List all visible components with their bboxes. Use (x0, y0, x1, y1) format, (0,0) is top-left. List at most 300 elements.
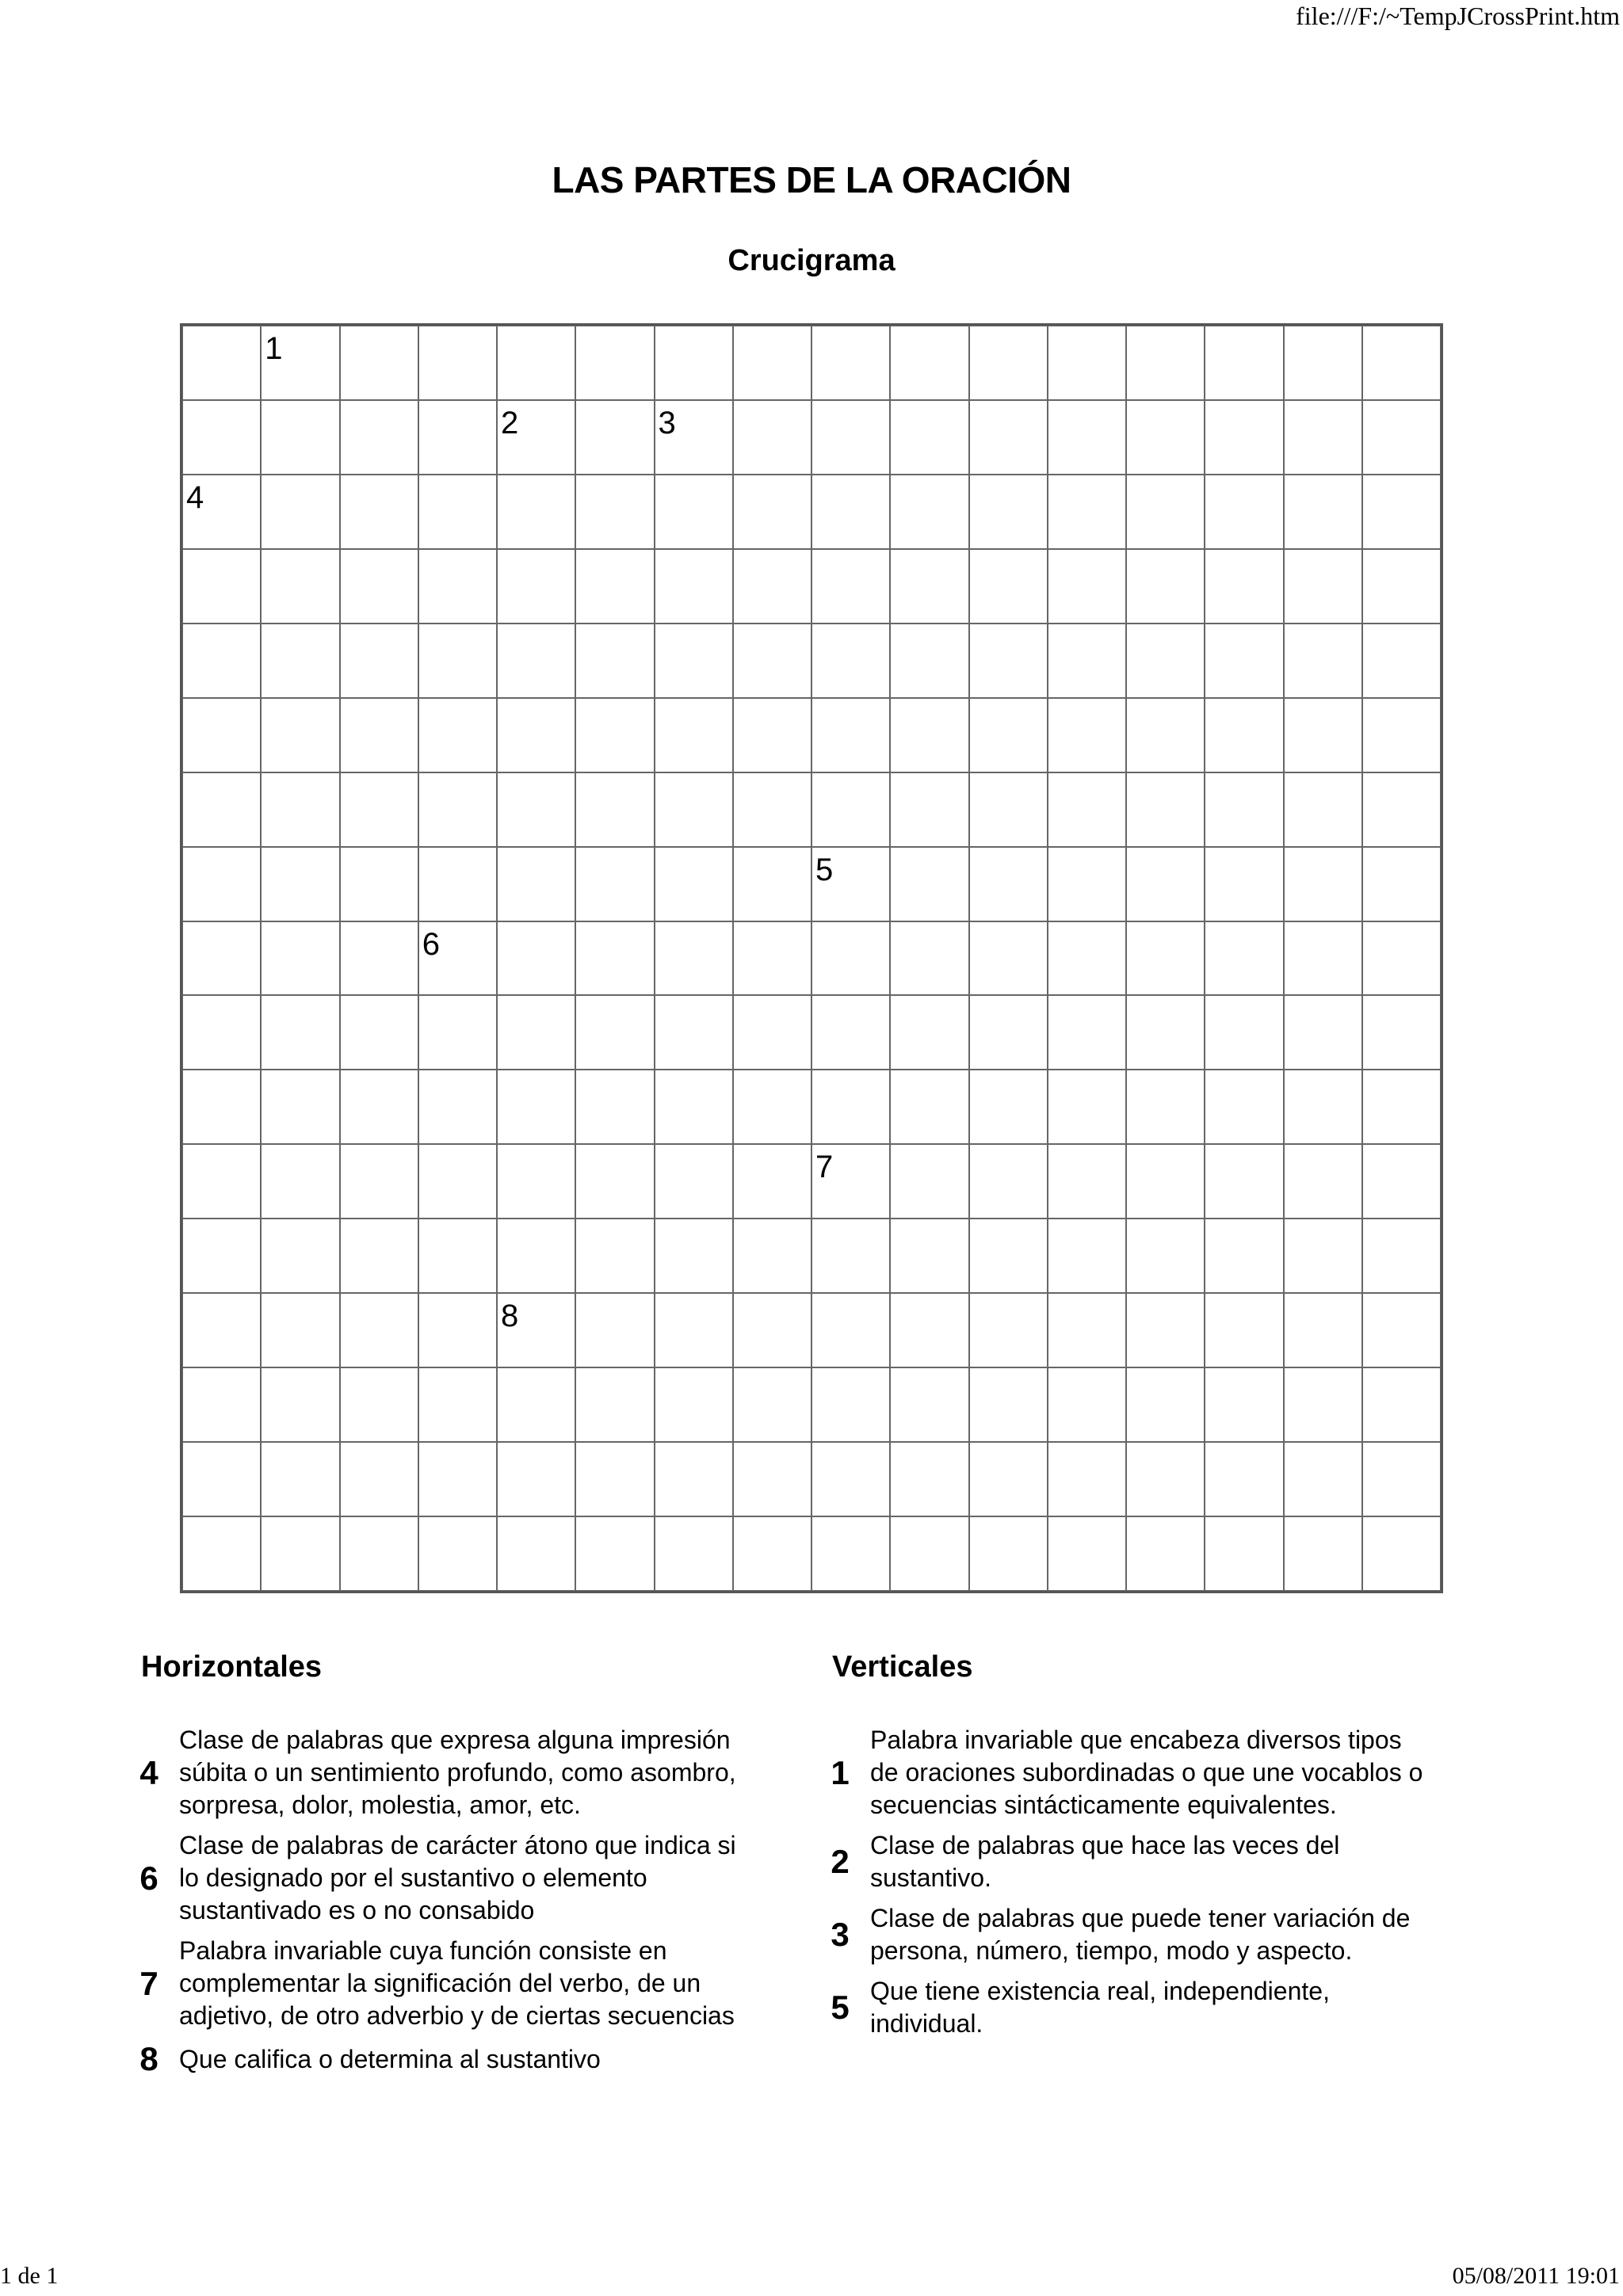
grid-cell[interactable] (812, 1144, 890, 1219)
grid-cell[interactable] (497, 1070, 575, 1144)
grid-cell[interactable] (1048, 1219, 1126, 1293)
grid-cell[interactable] (1284, 1293, 1362, 1367)
grid-cell[interactable] (969, 772, 1048, 847)
grid-cell[interactable] (1048, 1144, 1126, 1219)
grid-cell[interactable] (182, 847, 261, 921)
grid-cell[interactable] (261, 326, 339, 400)
grid-cell[interactable] (575, 995, 654, 1070)
grid-cell[interactable] (812, 1516, 890, 1591)
grid-cell[interactable] (655, 1516, 733, 1591)
cell-number: 7 (815, 1150, 834, 1185)
grid-cell[interactable] (655, 475, 733, 549)
grid-cell[interactable] (497, 475, 575, 549)
grid-cell[interactable] (261, 772, 339, 847)
grid-cell[interactable] (1205, 995, 1283, 1070)
grid-cell[interactable] (812, 1367, 890, 1442)
grid-cell[interactable] (418, 326, 497, 400)
grid-cell[interactable] (418, 847, 497, 921)
grid-cell[interactable] (1284, 847, 1362, 921)
grid-cell[interactable] (1126, 1219, 1205, 1293)
clue-item (810, 1975, 1428, 2040)
clue-number: 2 (831, 1843, 850, 1880)
grid-cell[interactable] (969, 921, 1048, 996)
grid-cell[interactable] (1362, 921, 1441, 996)
grid-cell[interactable] (497, 847, 575, 921)
grid-cell[interactable] (1284, 1070, 1362, 1144)
grid-cell[interactable] (733, 400, 812, 475)
grid-cell[interactable] (182, 1293, 261, 1367)
grid-cell[interactable] (418, 772, 497, 847)
grid-cell[interactable] (655, 995, 733, 1070)
grid-cell[interactable] (1126, 698, 1205, 772)
grid-cell[interactable] (733, 1293, 812, 1367)
grid-cell[interactable] (1048, 1070, 1126, 1144)
grid-cell[interactable] (340, 326, 418, 400)
grid-cell[interactable] (340, 400, 418, 475)
grid-cell[interactable] (1048, 400, 1126, 475)
grid-cell[interactable] (655, 624, 733, 698)
grid-cell[interactable] (261, 624, 339, 698)
grid-cell[interactable] (1362, 772, 1441, 847)
clue-text: Clase de palabras que puede tener variación de persona, número, tiempo, modo y aspecto. (870, 1904, 1411, 1965)
grid-cell[interactable] (261, 1442, 339, 1516)
grid-cell[interactable] (1284, 549, 1362, 624)
grid-cell[interactable] (812, 326, 890, 400)
grid-cell[interactable] (1048, 1293, 1126, 1367)
grid-cell[interactable] (575, 921, 654, 996)
grid-cell[interactable] (890, 1516, 968, 1591)
grid-cell[interactable] (1126, 772, 1205, 847)
verticales-clues (810, 1724, 1428, 2048)
grid-cell[interactable] (261, 995, 339, 1070)
grid-cell[interactable] (182, 698, 261, 772)
grid-cell[interactable] (1048, 995, 1126, 1070)
grid-cell[interactable] (812, 698, 890, 772)
grid-cell[interactable] (1284, 1219, 1362, 1293)
grid-cell[interactable] (497, 624, 575, 698)
grid-cell[interactable] (969, 326, 1048, 400)
grid-cell[interactable] (1362, 624, 1441, 698)
page-indicator: 1 de 1 (0, 2263, 59, 2289)
grid-cell[interactable] (340, 1442, 418, 1516)
grid-cell[interactable] (1126, 847, 1205, 921)
grid-cell[interactable] (497, 1367, 575, 1442)
grid-cell[interactable] (340, 475, 418, 549)
grid-cell[interactable] (575, 772, 654, 847)
grid-cell[interactable] (182, 772, 261, 847)
grid-cell[interactable] (418, 1367, 497, 1442)
grid-cell[interactable] (1205, 847, 1283, 921)
grid-cell[interactable] (812, 400, 890, 475)
grid-cell[interactable] (575, 847, 654, 921)
grid-cell[interactable] (261, 475, 339, 549)
grid-cell[interactable] (969, 1442, 1048, 1516)
grid-cell[interactable] (733, 995, 812, 1070)
grid-cell[interactable] (575, 1293, 654, 1367)
grid-cell[interactable] (1362, 400, 1441, 475)
grid-cell[interactable] (182, 549, 261, 624)
grid-cell[interactable] (1362, 1442, 1441, 1516)
grid-cell[interactable] (1362, 475, 1441, 549)
clue-text: Palabra invariable que encabeza diversos tipos de oraciones subordinadas o que une vocablos o secuencias sintácticamente equivalentes. (870, 1726, 1423, 1819)
grid-cell[interactable] (969, 1367, 1048, 1442)
grid-cell[interactable] (969, 1144, 1048, 1219)
crossword-grid (180, 323, 1443, 1593)
grid-cell[interactable] (1205, 1070, 1283, 1144)
grid-cell[interactable] (1362, 1293, 1441, 1367)
grid-cell[interactable] (340, 772, 418, 847)
grid-cell[interactable] (1048, 1516, 1126, 1591)
grid-cell[interactable] (1126, 1367, 1205, 1442)
grid-cell[interactable] (812, 1070, 890, 1144)
grid-cell[interactable] (1126, 475, 1205, 549)
grid-cell[interactable] (1284, 1367, 1362, 1442)
verticales-heading: Verticales (832, 1650, 973, 1684)
grid-cell[interactable] (969, 400, 1048, 475)
grid-cell[interactable] (418, 400, 497, 475)
grid-cell[interactable] (733, 698, 812, 772)
grid-cell[interactable] (969, 847, 1048, 921)
grid-cell[interactable] (1362, 326, 1441, 400)
page-title: LAS PARTES DE LA ORACIÓN (552, 159, 1071, 200)
grid-cell[interactable] (812, 624, 890, 698)
grid-cell[interactable] (418, 995, 497, 1070)
grid-cell[interactable] (340, 1516, 418, 1591)
grid-cell[interactable] (890, 1293, 968, 1367)
grid-cell[interactable] (733, 1219, 812, 1293)
grid-cell[interactable] (497, 995, 575, 1070)
grid-cell[interactable] (1205, 1442, 1283, 1516)
grid-cell[interactable] (812, 772, 890, 847)
grid-cell[interactable] (575, 400, 654, 475)
grid-cell[interactable] (1284, 1442, 1362, 1516)
grid-cell[interactable] (1284, 995, 1362, 1070)
grid-cell[interactable] (418, 549, 497, 624)
grid-cell[interactable] (1048, 772, 1126, 847)
cell-number: 3 (658, 405, 676, 441)
grid-cell[interactable] (812, 1293, 890, 1367)
grid-cell[interactable] (812, 847, 890, 921)
grid-cell[interactable] (182, 1516, 261, 1591)
grid-cell[interactable] (575, 1070, 654, 1144)
grid-cell[interactable] (1205, 1144, 1283, 1219)
grid-cell[interactable] (1126, 921, 1205, 996)
grid-cell[interactable] (575, 1516, 654, 1591)
grid-cell[interactable] (182, 1442, 261, 1516)
grid-cell[interactable] (969, 1516, 1048, 1591)
grid-cell[interactable] (655, 1367, 733, 1442)
grid-cell[interactable] (890, 921, 968, 996)
grid-cell[interactable] (1362, 698, 1441, 772)
grid-cell[interactable] (812, 921, 890, 996)
grid-cell[interactable] (969, 624, 1048, 698)
grid-cell[interactable] (418, 698, 497, 772)
grid-cell[interactable] (1362, 549, 1441, 624)
grid-cell[interactable] (1362, 995, 1441, 1070)
grid-cell[interactable] (497, 772, 575, 847)
grid-cell[interactable] (1284, 624, 1362, 698)
grid-cell[interactable] (890, 1144, 968, 1219)
grid-cell[interactable] (497, 921, 575, 996)
grid-cell[interactable] (575, 698, 654, 772)
clue-text: Clase de palabras que expresa alguna impresión súbita o un sentimiento profundo, como asombro, sorpresa, dolor, molestia, amor, etc. (179, 1726, 736, 1819)
grid-cell[interactable] (497, 1293, 575, 1367)
grid-cell[interactable] (733, 475, 812, 549)
grid-cell[interactable] (655, 847, 733, 921)
grid-cell[interactable] (1048, 847, 1126, 921)
grid-cell[interactable] (182, 921, 261, 996)
clue-item (119, 1935, 737, 2032)
grid-cell[interactable] (575, 1442, 654, 1516)
grid-cell[interactable] (1126, 1144, 1205, 1219)
grid-cell[interactable] (340, 995, 418, 1070)
grid-cell[interactable] (340, 1367, 418, 1442)
grid-cell[interactable] (969, 995, 1048, 1070)
grid-cell[interactable] (733, 1070, 812, 1144)
print-datetime: 05/08/2011 19:01 (1452, 2263, 1620, 2289)
clue-number: 1 (831, 1753, 850, 1791)
grid-cell[interactable] (1284, 400, 1362, 475)
grid-cell[interactable] (497, 698, 575, 772)
grid-cell[interactable] (1205, 475, 1283, 549)
grid-cell[interactable] (890, 475, 968, 549)
grid-cell[interactable] (1048, 1442, 1126, 1516)
clue-text: Palabra invariable cuya función consiste en complementar la significación del verbo, de un adjetivo, de otro adverbio y de ciertas secuencias (179, 1936, 735, 2030)
grid-cell[interactable] (890, 1442, 968, 1516)
grid-cell[interactable] (497, 1442, 575, 1516)
grid-cell[interactable] (575, 624, 654, 698)
grid-cell[interactable] (1126, 1442, 1205, 1516)
grid-cell[interactable] (1126, 326, 1205, 400)
grid-cell[interactable] (1362, 1219, 1441, 1293)
grid-cell[interactable] (1362, 1070, 1441, 1144)
grid-cell[interactable] (890, 1070, 968, 1144)
grid-cell[interactable] (655, 549, 733, 624)
grid-cell[interactable] (655, 772, 733, 847)
grid-cell[interactable] (418, 1293, 497, 1367)
grid-cell[interactable] (575, 1144, 654, 1219)
grid-cell[interactable] (655, 326, 733, 400)
grid-cell[interactable] (182, 995, 261, 1070)
horizontales-clues (119, 1724, 737, 2086)
grid-cell[interactable] (418, 624, 497, 698)
grid-cell[interactable] (1205, 549, 1283, 624)
clue-text: Que califica o determina al sustantivo (179, 2044, 601, 2073)
grid-cell[interactable] (340, 1219, 418, 1293)
clue-item (119, 2040, 737, 2078)
grid-cell[interactable] (1362, 1516, 1441, 1591)
grid-cell[interactable] (418, 475, 497, 549)
grid-cell[interactable] (182, 1219, 261, 1293)
grid-cell[interactable] (182, 1070, 261, 1144)
grid-cell[interactable] (890, 698, 968, 772)
grid-cell[interactable] (890, 995, 968, 1070)
grid-cell[interactable] (655, 698, 733, 772)
grid-cell[interactable] (575, 1219, 654, 1293)
grid-cell[interactable] (182, 400, 261, 475)
grid-cell[interactable] (261, 1219, 339, 1293)
grid-cell[interactable] (1205, 772, 1283, 847)
grid-cell[interactable] (890, 326, 968, 400)
grid-cell[interactable] (890, 772, 968, 847)
grid-cell[interactable] (733, 847, 812, 921)
grid-cell[interactable] (1205, 624, 1283, 698)
grid-cell[interactable] (182, 624, 261, 698)
grid-cell[interactable] (890, 1219, 968, 1293)
grid-cell[interactable] (497, 549, 575, 624)
grid-cell[interactable] (812, 475, 890, 549)
grid-cell[interactable] (1126, 549, 1205, 624)
grid-cell[interactable] (261, 1516, 339, 1591)
grid-cell[interactable] (418, 1442, 497, 1516)
grid-cell[interactable] (261, 400, 339, 475)
grid-cell[interactable] (1205, 921, 1283, 996)
grid-cell[interactable] (1126, 1070, 1205, 1144)
grid-cell[interactable] (575, 475, 654, 549)
grid-cell[interactable] (340, 549, 418, 624)
grid-cell[interactable] (418, 1070, 497, 1144)
grid-cell[interactable] (497, 1144, 575, 1219)
grid-cell[interactable] (182, 326, 261, 400)
grid-cell[interactable] (655, 1070, 733, 1144)
grid-cell[interactable] (1048, 698, 1126, 772)
grid-cell[interactable] (733, 921, 812, 996)
grid-cell[interactable] (655, 1293, 733, 1367)
grid-cell[interactable] (733, 326, 812, 400)
clue-number: 5 (831, 1989, 850, 2026)
grid-cell[interactable] (418, 1144, 497, 1219)
grid-cell[interactable] (1048, 624, 1126, 698)
grid-cell[interactable] (1284, 1516, 1362, 1591)
grid-cell[interactable] (340, 698, 418, 772)
grid-cell[interactable] (261, 1144, 339, 1219)
grid-cell[interactable] (261, 1367, 339, 1442)
grid-cell[interactable] (418, 1516, 497, 1591)
grid-cell[interactable] (1362, 847, 1441, 921)
grid-cell[interactable] (261, 549, 339, 624)
grid-cell[interactable] (340, 1293, 418, 1367)
grid-cell[interactable] (340, 1144, 418, 1219)
grid-cell[interactable] (969, 698, 1048, 772)
grid-cell[interactable] (575, 549, 654, 624)
grid-cell[interactable] (1048, 326, 1126, 400)
grid-cell[interactable] (655, 1442, 733, 1516)
grid-cell[interactable] (969, 1293, 1048, 1367)
grid-cell[interactable] (733, 624, 812, 698)
grid-cell[interactable] (733, 1144, 812, 1219)
grid-cell[interactable] (1284, 326, 1362, 400)
grid-cell[interactable] (1205, 1219, 1283, 1293)
grid-cell[interactable] (655, 400, 733, 475)
grid-cell[interactable] (1048, 475, 1126, 549)
grid-cell[interactable] (969, 549, 1048, 624)
grid-cell[interactable] (497, 326, 575, 400)
grid-cell[interactable] (812, 995, 890, 1070)
grid-cell[interactable] (1284, 475, 1362, 549)
grid-cell[interactable] (261, 921, 339, 996)
grid-cell[interactable] (1205, 1293, 1283, 1367)
grid-cell[interactable] (1205, 1367, 1283, 1442)
grid-cell[interactable] (890, 400, 968, 475)
grid-cell[interactable] (812, 1219, 890, 1293)
grid-cell[interactable] (1205, 1516, 1283, 1591)
grid-cell[interactable] (340, 1070, 418, 1144)
grid-cell[interactable] (890, 624, 968, 698)
grid-cell[interactable] (969, 1070, 1048, 1144)
grid-cell[interactable] (340, 921, 418, 996)
grid-cell[interactable] (261, 698, 339, 772)
cell-number: 4 (186, 479, 204, 515)
grid-cell[interactable] (812, 549, 890, 624)
grid-cell[interactable] (812, 1442, 890, 1516)
grid-cell[interactable] (1126, 400, 1205, 475)
grid-cell[interactable] (969, 475, 1048, 549)
grid-cell[interactable] (1284, 1144, 1362, 1219)
grid-cell[interactable] (890, 549, 968, 624)
grid-cell[interactable] (1126, 624, 1205, 698)
grid-cell[interactable] (575, 1367, 654, 1442)
cell-number: 2 (501, 405, 519, 441)
cell-number: 8 (501, 1299, 519, 1334)
grid-cell[interactable] (969, 1219, 1048, 1293)
grid-cell[interactable] (733, 549, 812, 624)
grid-cell[interactable] (261, 1293, 339, 1367)
grid-cell[interactable] (1048, 549, 1126, 624)
grid-cell[interactable] (733, 1516, 812, 1591)
grid-cell[interactable] (1284, 921, 1362, 996)
cell-number: 5 (815, 852, 834, 887)
grid-cell[interactable] (340, 624, 418, 698)
grid-cell[interactable] (1126, 1293, 1205, 1367)
grid-cell[interactable] (1126, 1516, 1205, 1591)
grid-cell[interactable] (890, 1367, 968, 1442)
grid-cell[interactable] (733, 1442, 812, 1516)
grid-cell[interactable] (340, 847, 418, 921)
grid-cell[interactable] (182, 475, 261, 549)
grid-cell[interactable] (182, 1144, 261, 1219)
grid-cell[interactable] (1205, 698, 1283, 772)
grid-cell[interactable] (182, 1367, 261, 1442)
grid-cell[interactable] (1205, 326, 1283, 400)
clue-text: Que tiene existencia real, independiente, individual. (870, 1977, 1330, 2038)
grid-cell[interactable] (733, 1367, 812, 1442)
grid-cell[interactable] (1048, 1367, 1126, 1442)
grid-cell[interactable] (1362, 1367, 1441, 1442)
grid-cell[interactable] (1284, 698, 1362, 772)
grid-cell[interactable] (890, 847, 968, 921)
grid-cell[interactable] (418, 1219, 497, 1293)
grid-cell[interactable] (1048, 921, 1126, 996)
grid-cell[interactable] (1362, 1144, 1441, 1219)
grid-cell[interactable] (418, 921, 497, 996)
grid-cell[interactable] (261, 1070, 339, 1144)
grid-cell[interactable] (655, 1219, 733, 1293)
grid-cell[interactable] (733, 772, 812, 847)
grid-cell[interactable] (655, 1144, 733, 1219)
grid-cell[interactable] (655, 921, 733, 996)
grid-cell[interactable] (1284, 772, 1362, 847)
grid-cell[interactable] (261, 847, 339, 921)
grid-cell[interactable] (497, 400, 575, 475)
grid-cell[interactable] (1126, 995, 1205, 1070)
clue-item (810, 1902, 1428, 1967)
clue-number: 4 (139, 1753, 158, 1791)
grid-cell[interactable] (575, 326, 654, 400)
cell-number: 6 (422, 926, 440, 962)
grid-cell[interactable] (1205, 400, 1283, 475)
grid-cell[interactable] (497, 1219, 575, 1293)
grid-cell[interactable] (497, 1516, 575, 1591)
